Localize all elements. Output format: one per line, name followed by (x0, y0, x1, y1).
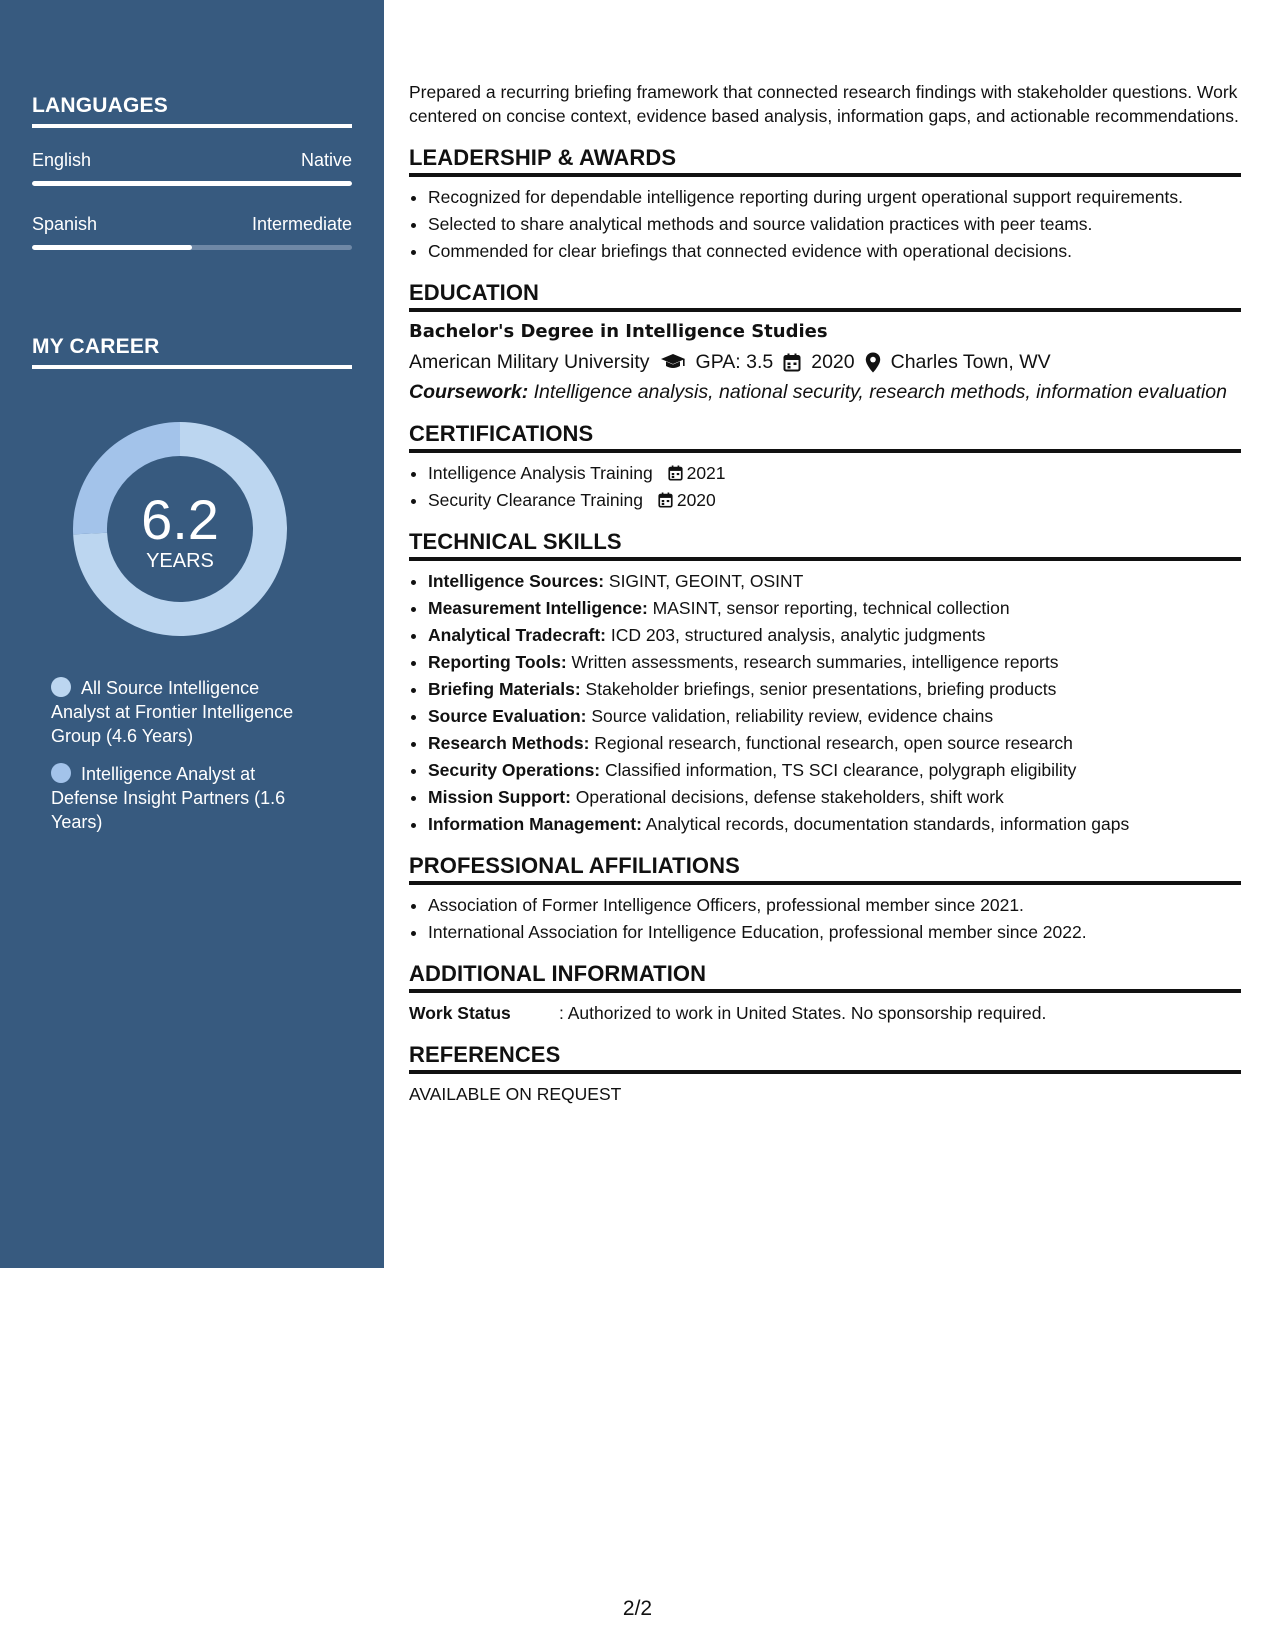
coursework-text: Intelligence analysis, national security, research methods, information evaluation (528, 381, 1227, 403)
sidebar (0, 0, 384, 1268)
references-section (409, 1043, 1241, 1106)
certification-year: 2021 (686, 463, 726, 483)
career-title: MY CAREER (32, 335, 352, 369)
list-item (428, 731, 1241, 755)
leadership-list (409, 185, 1241, 263)
skill-label: Information Management: (428, 814, 642, 834)
education-year: 2020 (811, 351, 855, 373)
list-item (428, 758, 1241, 782)
career-legend (51, 676, 316, 848)
skill-value: Regional research, functional research, open source research (589, 733, 1073, 753)
skill-value: ICD 203, structured analysis, analytic judgments (605, 625, 986, 645)
affiliations-list (409, 893, 1241, 944)
section-title: PROFESSIONAL AFFILIATIONS (409, 854, 1241, 885)
language-english (32, 150, 352, 186)
section-title: LEADERSHIP & AWARDS (409, 146, 1241, 177)
references-text: AVAILABLE ON REQUEST (409, 1084, 622, 1104)
list-item (428, 596, 1241, 620)
skills-list (409, 569, 1241, 836)
certifications-list (409, 461, 1241, 512)
career-legend-text: All Source Intelligence Analyst at Frontier Intelligence Group (4.6 Years) (51, 678, 294, 746)
certification-name: Security Clearance Training (428, 490, 643, 510)
education-location: Charles Town, WV (890, 351, 1051, 373)
language-level: Native (300, 150, 352, 170)
language-name: Spanish (32, 214, 98, 234)
language-proficiency-fill (32, 245, 192, 250)
main-content (409, 80, 1241, 1124)
location-pin-icon (865, 352, 881, 373)
career-section (32, 335, 352, 369)
additional-info-section (409, 962, 1241, 1025)
skill-label: Research Methods: (428, 733, 590, 753)
list-item: • Selected to share analytical methods and source validation practices with peer teams. (428, 212, 1241, 236)
list-item (428, 677, 1241, 701)
skill-value: Source validation, reliability review, evidence chains (586, 706, 994, 726)
skill-value: MASINT, sensor reporting, technical collection (647, 598, 1010, 618)
list-item (428, 650, 1241, 674)
graduation-cap-icon (660, 353, 686, 371)
language-level: Intermediate (251, 214, 352, 234)
certification-year: 2020 (676, 490, 716, 510)
section-title: ADDITIONAL INFORMATION (409, 962, 1241, 993)
intro-paragraph: Prepared a recurring briefing framework that connected research findings with stakeholder questions. Work centered on concise context, evidence based analysis, information gaps, and actionable recommendations. (409, 82, 1239, 126)
work-status-row (409, 1001, 1241, 1025)
list-item: • Association of Former Intelligence Officers, professional member since 2021. (428, 893, 1241, 917)
language-name: English (32, 150, 92, 170)
skill-value: Written assessments, research summaries, intelligence reports (566, 652, 1059, 672)
work-status-value: : Authorized to work in United States. No sponsorship required. (559, 1003, 1047, 1023)
skill-label: Security Operations: (428, 760, 601, 780)
skills-section (409, 530, 1241, 836)
skill-label: Reporting Tools: (428, 652, 567, 672)
list-item (428, 623, 1241, 647)
skill-label: Mission Support: (428, 787, 571, 807)
language-spanish (32, 214, 352, 250)
calendar-icon (668, 465, 683, 481)
list-item (428, 704, 1241, 728)
education-details (409, 350, 1241, 374)
skill-value: SIGINT, GEOINT, OSINT (604, 571, 804, 591)
career-total-unit: YEARS (146, 550, 214, 572)
list-item (428, 785, 1241, 809)
skill-label: Briefing Materials: (428, 679, 581, 699)
skill-value: Analytical records, documentation standards, information gaps (641, 814, 1130, 834)
page-number: 2/2 (622, 1597, 653, 1620)
skill-label: Measurement Intelligence: (428, 598, 648, 618)
calendar-icon (783, 353, 801, 372)
list-item (428, 812, 1241, 836)
education-coursework (409, 380, 1241, 404)
skill-label: Analytical Tradecraft: (428, 625, 606, 645)
list-item: • Recognized for dependable intelligence reporting during urgent operational support requirements. (428, 185, 1241, 209)
skill-label: Intelligence Sources: (428, 571, 605, 591)
coursework-label: Coursework: (409, 381, 529, 403)
legend-dot-icon (51, 763, 71, 783)
education-school: American Military University (409, 351, 650, 373)
list-item: • International Association for Intelligence Education, professional member since 2022. (428, 920, 1241, 944)
language-proficiency-bar (32, 245, 352, 250)
legend-dot-icon (51, 677, 71, 697)
skill-value: Classified information, TS SCI clearance, polygraph eligibility (600, 760, 1077, 780)
section-title: TECHNICAL SKILLS (409, 530, 1241, 561)
list-item (428, 488, 1241, 512)
language-proficiency-bar (32, 181, 352, 186)
career-donut-chart (66, 415, 294, 643)
career-legend-item (51, 676, 316, 748)
skill-value: Operational decisions, defense stakeholders, shift work (570, 787, 1004, 807)
languages-title: LANGUAGES (32, 94, 352, 128)
language-proficiency-fill (32, 181, 352, 186)
languages-section (32, 94, 352, 250)
list-item: • Commended for clear briefings that connected evidence with operational decisions. (428, 239, 1241, 263)
work-status-label: Work Status (409, 1003, 511, 1023)
career-legend-item (51, 762, 316, 834)
skill-value: Stakeholder briefings, senior presentations, briefing products (580, 679, 1057, 699)
calendar-icon (658, 492, 673, 508)
list-item (428, 461, 1241, 485)
leadership-section (409, 146, 1241, 263)
certifications-section (409, 422, 1241, 512)
education-gpa: GPA: 3.5 (695, 351, 774, 373)
section-title: EDUCATION (409, 281, 1241, 312)
affiliations-section (409, 854, 1241, 944)
education-section (409, 281, 1241, 404)
education-degree: Bachelor's Degree in Intelligence Studies (409, 321, 828, 342)
section-title: CERTIFICATIONS (409, 422, 1241, 453)
career-total-years: 6.2 (141, 488, 219, 551)
section-title: REFERENCES (409, 1043, 1241, 1074)
list-item (428, 569, 1241, 593)
career-legend-text: Intelligence Analyst at Defense Insight Partners (1.6 Years) (51, 764, 286, 832)
skill-label: Source Evaluation: (428, 706, 587, 726)
certification-name: Intelligence Analysis Training (428, 463, 653, 483)
